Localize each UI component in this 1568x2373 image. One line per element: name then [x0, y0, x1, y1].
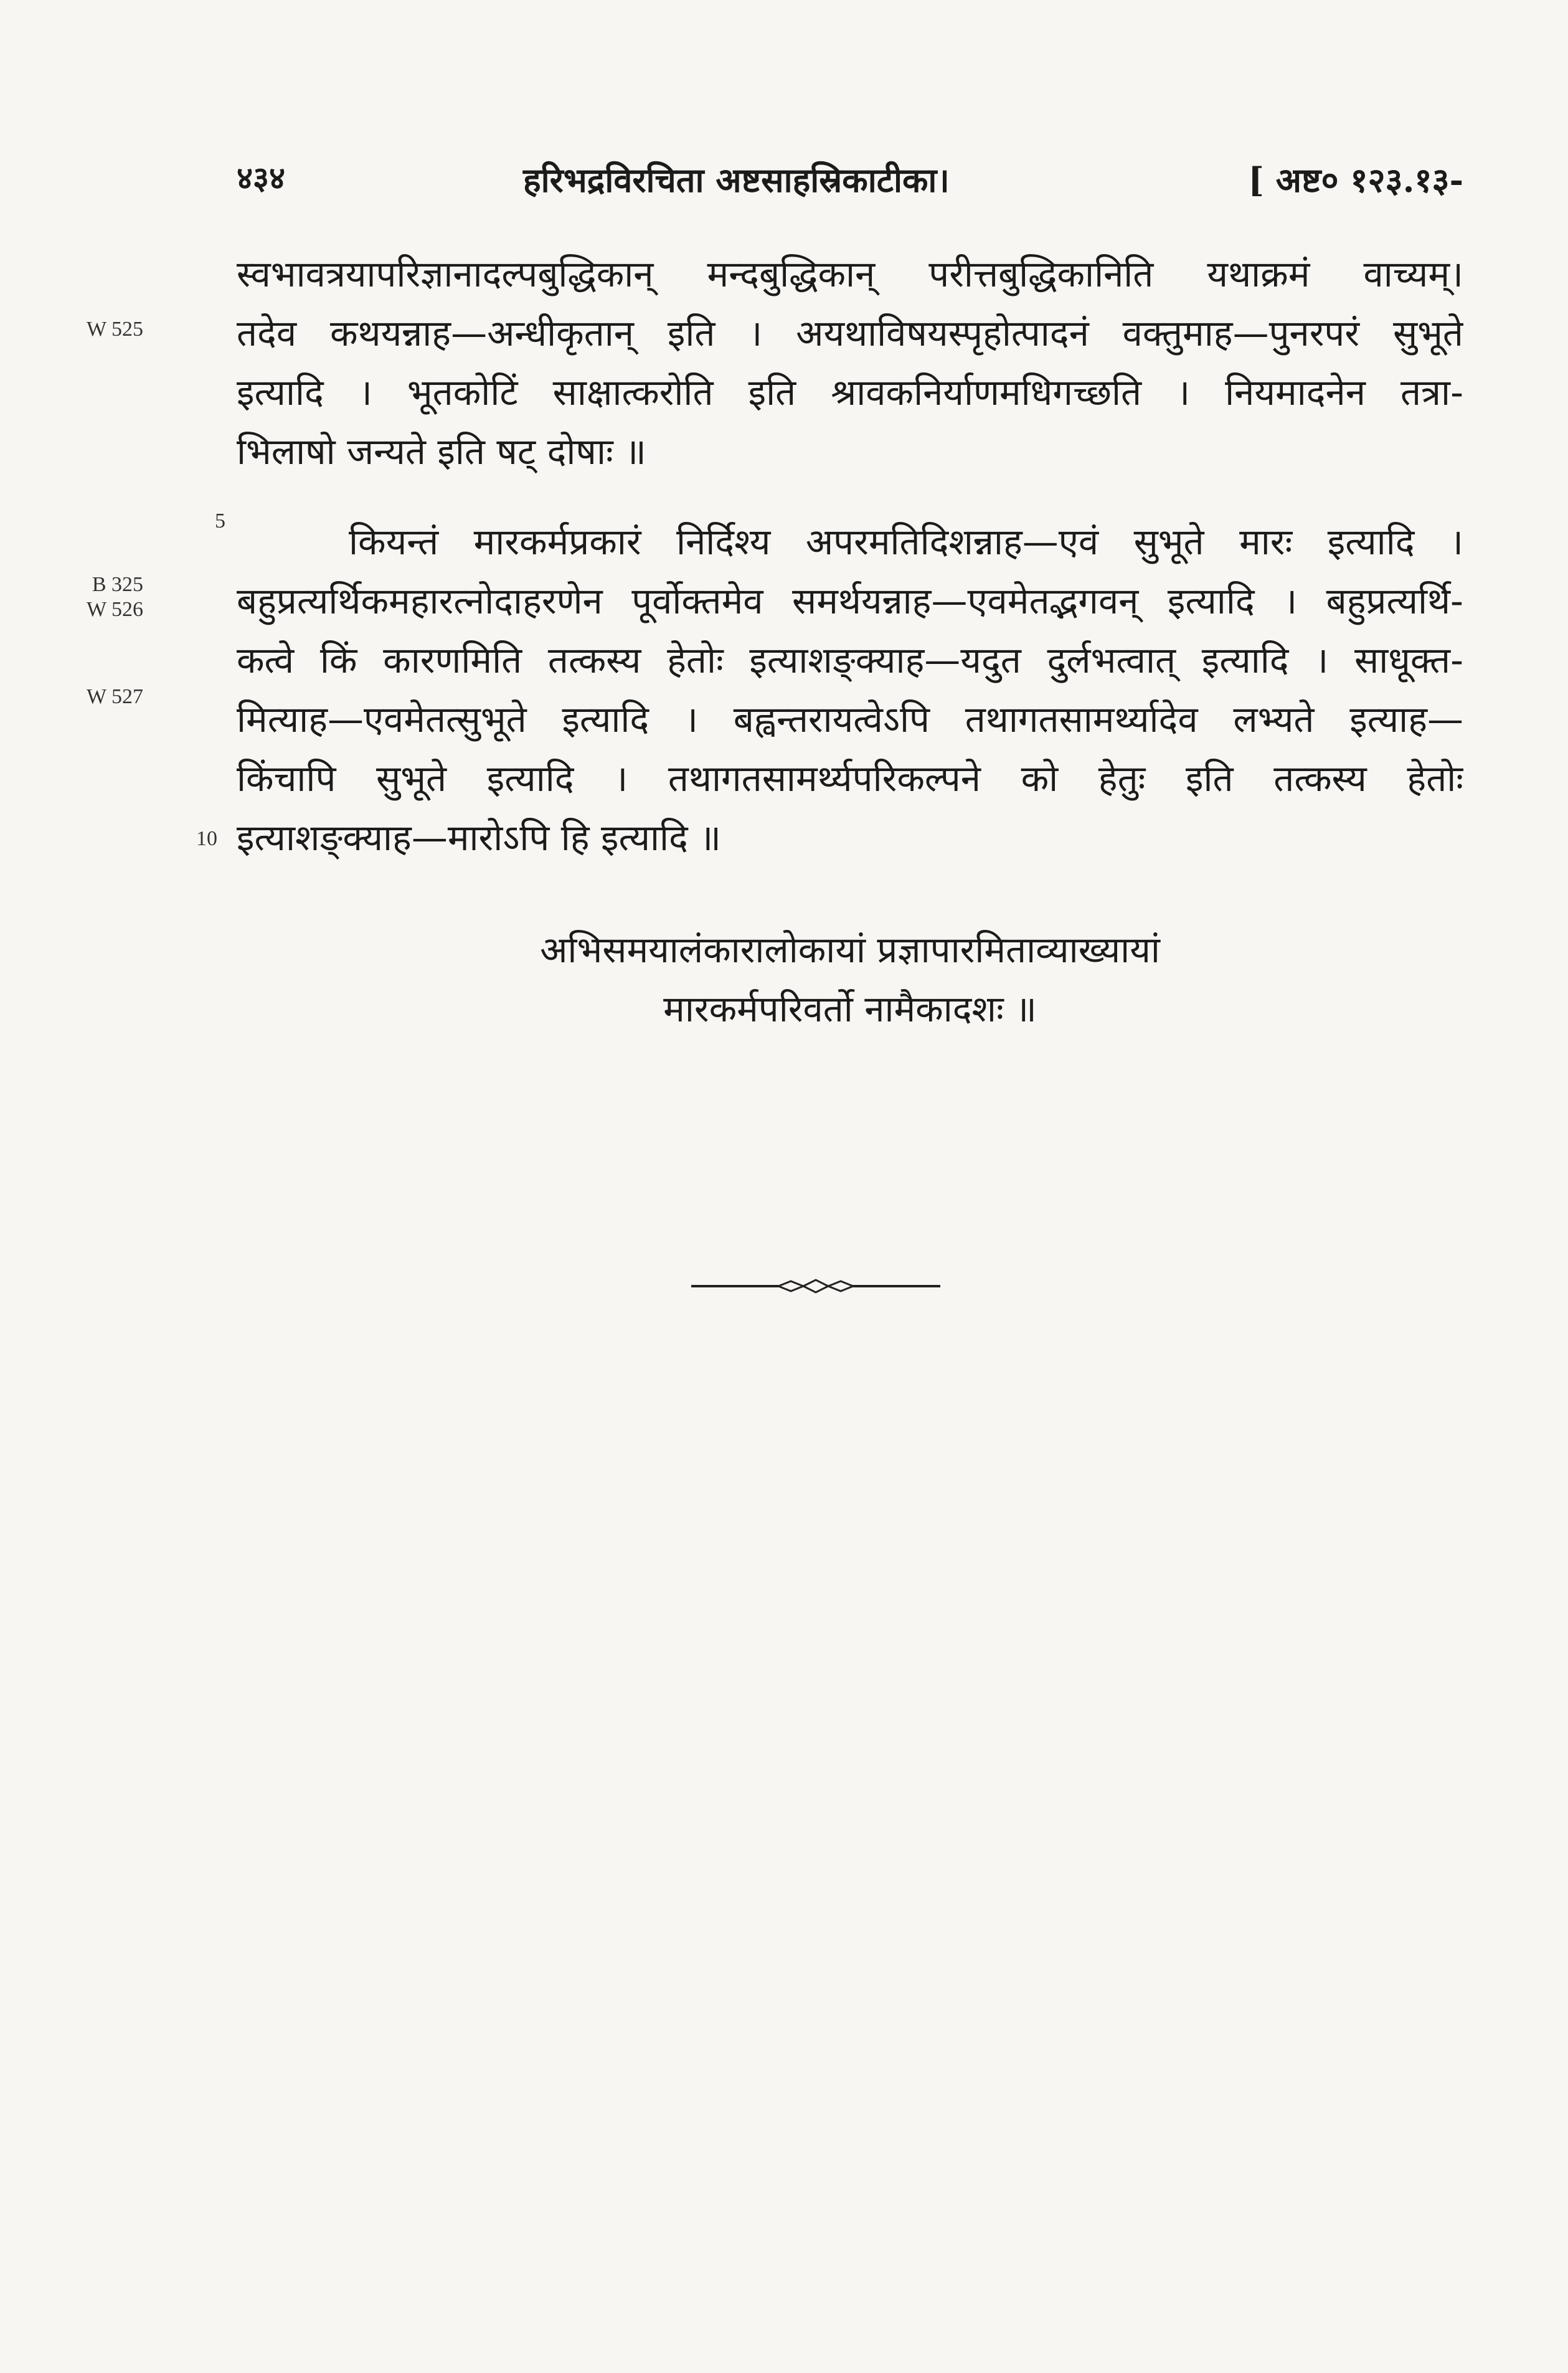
- margin-note-b325: B 325: [92, 573, 143, 596]
- text-line: कियन्तं मारकर्मप्रकारं निर्दिश्य अपरमतिदिशन्नाह—एवं सुभूते मारः इत्यादि ।: [349, 521, 1463, 563]
- text-line: तदेव कथयन्नाह—अन्धीकृतान् इति । अयथाविषयस्पृहोत्पादनं वक्तुमाह—पुनरपरं सुभूते: [237, 312, 1463, 354]
- text-line: इत्यादि । भूतकोटिं साक्षात्करोति इति श्रावकनिर्याणमधिगच्छति । नियमादनेन तत्रा-: [237, 371, 1463, 414]
- margin-note-w525: W 525: [87, 318, 143, 341]
- text-line: बहुप्रत्यर्थिकमहारत्नोदाहरणेन पूर्वोक्तमेव समर्थयन्नाह—एवमेतद्भगवन् इत्यादि । बहुप्रत्यर्थि-: [237, 580, 1463, 622]
- margin-note-w526: W 526: [87, 598, 143, 621]
- text-line: मित्याह—एवमेतत्सुभूते इत्यादि । बह्वन्तरायत्वेऽपि तथागतसामर्थ्यादेव लभ्यते इत्याह—: [237, 698, 1463, 741]
- running-header: [237, 156, 1463, 212]
- ornament-divider-icon: [691, 1274, 940, 1299]
- colophon-line: मारकर्मपरिवर्तो नामैकादशः ॥: [663, 988, 1037, 1030]
- margin-note-w527: W 527: [87, 685, 143, 708]
- text-line: किंचापि सुभूते इत्यादि । तथागतसामर्थ्यपरिकल्पने को हेतुः इति तत्कस्य हेतोः: [237, 757, 1463, 800]
- line-number-5: 5: [215, 509, 225, 533]
- text-line: भिलाषो जन्यते इति षट् दोषाः ॥: [237, 430, 646, 473]
- text-line: कत्वे किं कारणमिति तत्कस्य हेतोः इत्याशङ्क्याह—यदुत दुर्लभत्वात् इत्यादि । साधूक्त-: [237, 639, 1463, 681]
- text-line: इत्याशङ्क्याह—मारोऽपि हि इत्यादि ॥: [237, 817, 721, 859]
- page-number: ४३४: [237, 159, 285, 196]
- line-number-10: 10: [196, 827, 217, 850]
- running-title: हरिभद्रविरचिता अष्टसाहस्रिकाटीका।: [523, 160, 950, 200]
- text-line: स्वभावत्रयापरिज्ञानादल्पबुद्धिकान् मन्दबुद्धिकान् परीत्तबुद्धिकानिति यथाक्रमं वाच्यम्।: [237, 253, 1463, 295]
- section-reference: [ अष्ट० १२३.१३-: [1248, 160, 1463, 200]
- colophon-line: अभिसमयालंकारालोकायां प्रज्ञापारमिताव्याख्यायां: [540, 929, 1160, 971]
